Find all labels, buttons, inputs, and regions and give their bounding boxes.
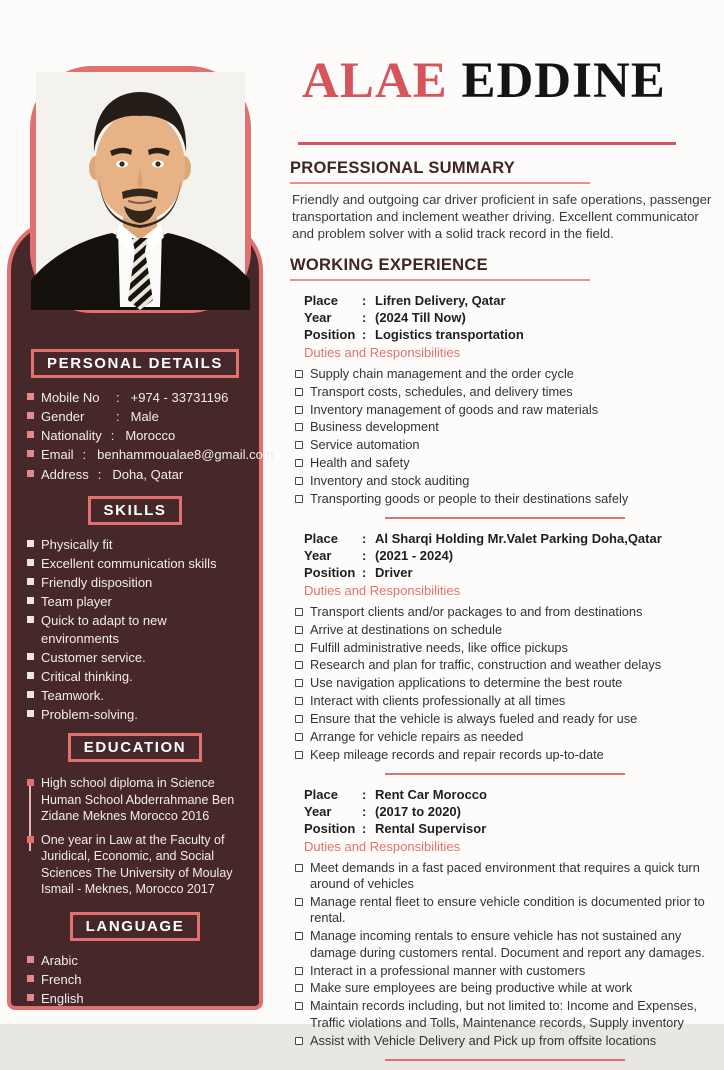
square-bullet-icon <box>295 751 303 759</box>
place-value: Al Sharqi Holding Mr.Valet Parking Doha,Qatar <box>375 531 662 547</box>
place-label: Place <box>304 787 338 803</box>
personal-detail-separator: : <box>110 428 115 444</box>
square-bullet-icon <box>27 470 34 477</box>
first-name: ALAE <box>302 53 448 110</box>
job-place-row <box>290 531 720 548</box>
skill-item <box>27 574 247 591</box>
job-position-row <box>290 565 720 582</box>
duties-label: Duties and Responsibilities <box>304 582 461 598</box>
personal-detail-label: Email <box>41 447 74 463</box>
square-bullet-icon <box>27 393 34 400</box>
year-label: Year <box>304 804 332 820</box>
skill-text: Friendly disposition <box>41 575 153 591</box>
personal-details-title: PERSONAL DETAILS <box>31 349 239 378</box>
duty-text: Transporting goods or people to their destinations safely <box>310 490 629 506</box>
square-bullet-icon <box>27 779 34 786</box>
square-bullet-icon <box>27 578 34 585</box>
personal-detail-label: Nationality <box>41 428 102 444</box>
education-item <box>27 832 247 898</box>
duty-item <box>295 675 720 691</box>
skill-item <box>27 593 247 610</box>
square-bullet-icon <box>295 898 303 906</box>
duty-item <box>295 657 720 673</box>
personal-details-list <box>23 389 274 483</box>
square-bullet-icon <box>295 679 303 687</box>
skills-title: SKILLS <box>88 496 183 525</box>
personal-detail-value: Doha, Qatar <box>112 466 184 482</box>
skill-text: Quick to adapt to new environments <box>41 613 167 646</box>
square-bullet-icon <box>27 597 34 604</box>
square-bullet-icon <box>295 697 303 705</box>
duty-text: Business development <box>310 419 439 435</box>
summary-section <box>290 159 720 242</box>
skill-text: Customer service. <box>41 649 146 665</box>
square-bullet-icon <box>295 661 303 669</box>
duty-item <box>295 693 720 709</box>
duty-text: Inventory management of goods and raw materials <box>310 401 599 417</box>
job-place-row <box>290 293 720 310</box>
square-bullet-icon <box>295 733 303 741</box>
skill-text: Problem-solving. <box>41 707 138 723</box>
square-bullet-icon <box>27 412 34 419</box>
square-bullet-icon <box>295 984 303 992</box>
job-position-row <box>290 821 720 838</box>
square-bullet-icon <box>27 616 34 623</box>
place-value: Rent Car Morocco <box>375 787 487 803</box>
summary-text: Friendly and outgoing car driver proficient in safe operations, passenger transportation and inclement weather driving. Excellent communicator and problem solver with a solid track record in the field. <box>292 192 712 241</box>
square-bullet-icon <box>27 653 34 660</box>
duty-text: Keep mileage records and repair records up-to-date <box>310 746 604 762</box>
duty-item <box>295 894 720 927</box>
duty-item <box>295 455 720 471</box>
duty-text: Supply chain management and the order cycle <box>310 365 574 381</box>
square-bullet-icon <box>295 932 303 940</box>
skill-text: Physically fit <box>41 536 113 552</box>
duties-list <box>290 860 720 1049</box>
personal-detail-label: Mobile No <box>41 390 100 405</box>
duties-list <box>290 604 720 763</box>
skill-text: Excellent communication skills <box>41 555 217 571</box>
position-label: Position <box>304 327 356 342</box>
main-column <box>290 21 720 1070</box>
year-label: Year <box>304 548 332 564</box>
personal-detail-separator: : <box>116 390 120 405</box>
skill-text: Teamwork. <box>41 688 104 704</box>
square-bullet-icon <box>27 672 34 679</box>
duty-item <box>295 1033 720 1049</box>
duty-item <box>295 860 720 893</box>
language-list <box>23 952 247 1007</box>
year-value: (2021 - 2024) <box>375 548 454 564</box>
language-text: Arabic <box>41 952 78 968</box>
duty-item <box>295 963 720 979</box>
personal-detail-item <box>27 466 247 483</box>
duty-item <box>295 928 720 961</box>
education-list <box>23 775 247 898</box>
square-bullet-icon <box>295 864 303 872</box>
duties-label: Duties and Responsibilities <box>304 344 461 360</box>
skill-item <box>27 612 247 646</box>
duty-item <box>295 604 720 620</box>
skills-list <box>23 536 247 724</box>
duty-text: Arrange for vehicle repairs as needed <box>310 728 524 744</box>
job-year-row <box>290 310 720 327</box>
personal-detail-value: +974 - 33731196 <box>130 390 229 405</box>
duty-text: Make sure employees are being productive while at work <box>310 980 633 996</box>
education-item <box>27 775 247 825</box>
place-label: Place <box>304 293 338 309</box>
duty-text: Maintain records including, but not limited to: Income and Expenses, Traffic violations and Tolls, Maintenance records, Supply inventory <box>310 998 697 1030</box>
duty-text: Manage rental fleet to ensure vehicle condition is documented prior to rental. <box>310 894 705 926</box>
portrait-photo <box>36 72 245 307</box>
duty-item <box>295 998 720 1031</box>
personal-detail-label: Gender <box>41 409 85 425</box>
square-bullet-icon <box>295 715 303 723</box>
personal-detail-item <box>27 427 247 444</box>
duty-text: Use navigation applications to determine the best route <box>310 675 623 691</box>
experience-underline <box>290 279 590 281</box>
square-bullet-icon <box>295 370 303 378</box>
square-bullet-icon <box>295 1002 303 1010</box>
skill-item <box>27 668 247 685</box>
square-bullet-icon <box>27 975 34 982</box>
duty-text: Transport costs, schedules, and delivery times <box>310 383 573 399</box>
colon: : <box>362 821 367 836</box>
skill-item <box>27 706 247 723</box>
experience-heading: WORKING EXPERIENCE <box>290 256 488 275</box>
language-text: French <box>41 972 82 987</box>
education-title: EDUCATION <box>68 733 202 762</box>
duty-item <box>295 622 720 638</box>
square-bullet-icon <box>295 441 303 449</box>
job-entry <box>290 293 720 507</box>
position-value: Driver <box>375 565 413 581</box>
job-position-row <box>290 327 720 344</box>
summary-heading: PROFESSIONAL SUMMARY <box>290 159 516 178</box>
square-bullet-icon <box>27 994 34 1001</box>
position-label: Position <box>304 821 356 836</box>
job-entry <box>290 787 720 1049</box>
duty-item <box>295 729 720 745</box>
skill-item <box>27 555 247 572</box>
square-bullet-icon <box>295 608 303 616</box>
job-year-row <box>290 548 720 565</box>
personal-detail-separator: : <box>116 409 120 425</box>
duty-item <box>295 491 720 507</box>
personal-detail-value: Morocco <box>125 428 176 444</box>
square-bullet-icon <box>295 644 303 652</box>
section-divider <box>385 1059 625 1061</box>
skill-item <box>27 649 247 666</box>
job-entry <box>290 531 720 763</box>
skill-text: Critical thinking. <box>41 668 133 684</box>
duty-text: Arrive at destinations on schedule <box>310 621 503 637</box>
duty-text: Research and plan for traffic, construction and weather delays <box>310 657 662 673</box>
duty-text: Ensure that the vehicle is always fueled and ready for use <box>310 711 638 727</box>
job-year-row <box>290 804 720 821</box>
duty-text: Transport clients and/or packages to and from destinations <box>310 603 643 619</box>
square-bullet-icon <box>27 431 34 438</box>
section-divider <box>385 773 625 775</box>
page-title <box>290 55 720 108</box>
colon: : <box>362 310 367 326</box>
duty-item <box>295 640 720 656</box>
square-bullet-icon <box>27 710 34 717</box>
personal-detail-item <box>27 389 247 406</box>
skill-item <box>27 536 247 553</box>
position-value: Logistics transportation <box>375 327 524 342</box>
duty-item <box>295 366 720 382</box>
duty-text: Health and safety <box>310 455 410 471</box>
square-bullet-icon <box>295 406 303 414</box>
year-value: (2017 to 2020) <box>375 804 461 820</box>
experience-section <box>290 256 720 281</box>
language-item <box>27 971 247 988</box>
square-bullet-icon <box>27 691 34 698</box>
language-text: English <box>41 991 84 1007</box>
duty-item <box>295 402 720 418</box>
personal-detail-item <box>27 446 274 463</box>
language-title: LANGUAGE <box>70 912 201 941</box>
place-value: Lifren Delivery, Qatar <box>375 293 506 309</box>
colon: : <box>362 787 367 803</box>
last-name: EDDINE <box>461 53 666 110</box>
square-bullet-icon <box>27 836 34 843</box>
duty-text: Inventory and stock auditing <box>310 473 470 489</box>
position-value: Rental Supervisor <box>375 821 487 836</box>
language-item <box>27 990 247 1007</box>
duty-text: Assist with Vehicle Delivery and Pick up from offsite locations <box>310 1032 657 1048</box>
personal-detail-value: Male <box>130 409 159 425</box>
square-bullet-icon <box>27 956 34 963</box>
personal-detail-value: benhammoualae8@gmail.com <box>97 447 274 463</box>
duties-label: Duties and Responsibilities <box>304 838 461 854</box>
personal-detail-item <box>27 408 247 425</box>
photo-frame <box>30 66 251 313</box>
colon: : <box>362 327 367 342</box>
skill-item <box>27 687 247 704</box>
square-bullet-icon <box>295 459 303 467</box>
square-bullet-icon <box>295 626 303 634</box>
summary-underline <box>290 182 590 184</box>
duty-item <box>295 437 720 453</box>
square-bullet-icon <box>27 559 34 566</box>
education-text: One year in Law at the Faculty of Juridical, Economic, and Social Sciences The University of Moulay Ismail - Meknes, Morocco 2017 <box>41 832 233 897</box>
square-bullet-icon <box>295 423 303 431</box>
colon: : <box>362 531 367 547</box>
duty-item <box>295 980 720 996</box>
year-label: Year <box>304 310 332 326</box>
name-underline <box>298 142 676 145</box>
position-label: Position <box>304 565 356 581</box>
colon: : <box>362 548 367 564</box>
square-bullet-icon <box>295 477 303 485</box>
square-bullet-icon <box>295 1037 303 1045</box>
square-bullet-icon <box>295 495 303 503</box>
duty-item <box>295 419 720 435</box>
duty-item <box>295 473 720 489</box>
place-label: Place <box>304 531 338 547</box>
personal-detail-separator: : <box>97 466 102 482</box>
colon: : <box>362 565 367 581</box>
duty-text: Manage incoming rentals to ensure vehicle has not sustained any damage during customers rental. Document and report any damages. <box>310 928 705 960</box>
duty-item <box>295 747 720 763</box>
personal-detail-separator: : <box>82 447 87 463</box>
year-value: (2024 Till Now) <box>375 310 466 326</box>
duty-item <box>295 711 720 727</box>
personal-detail-label: Address <box>41 466 89 482</box>
square-bullet-icon <box>27 450 34 457</box>
duty-text: Interact in a professional manner with customers <box>310 962 586 978</box>
duty-item <box>295 384 720 400</box>
square-bullet-icon <box>295 967 303 975</box>
duty-text: Interact with clients professionally at all times <box>310 693 566 709</box>
duty-text: Meet demands in a fast paced environment that requires a quick turn around of vehicles <box>310 859 700 892</box>
duty-text: Fulfill administrative needs, like office pickups <box>310 639 568 655</box>
skill-text: Team player <box>41 594 112 610</box>
education-text: High school diploma in Science Human School Abderrahmane Ben Zidane Meknes Morocco 2016 <box>41 776 235 824</box>
sidebar <box>7 219 274 1010</box>
language-item <box>27 952 247 969</box>
section-divider <box>385 517 625 519</box>
colon: : <box>362 804 367 820</box>
duty-text: Service automation <box>310 437 420 453</box>
duties-list <box>290 366 720 508</box>
square-bullet-icon <box>27 540 34 547</box>
colon: : <box>362 293 367 309</box>
job-place-row <box>290 787 720 804</box>
square-bullet-icon <box>295 388 303 396</box>
